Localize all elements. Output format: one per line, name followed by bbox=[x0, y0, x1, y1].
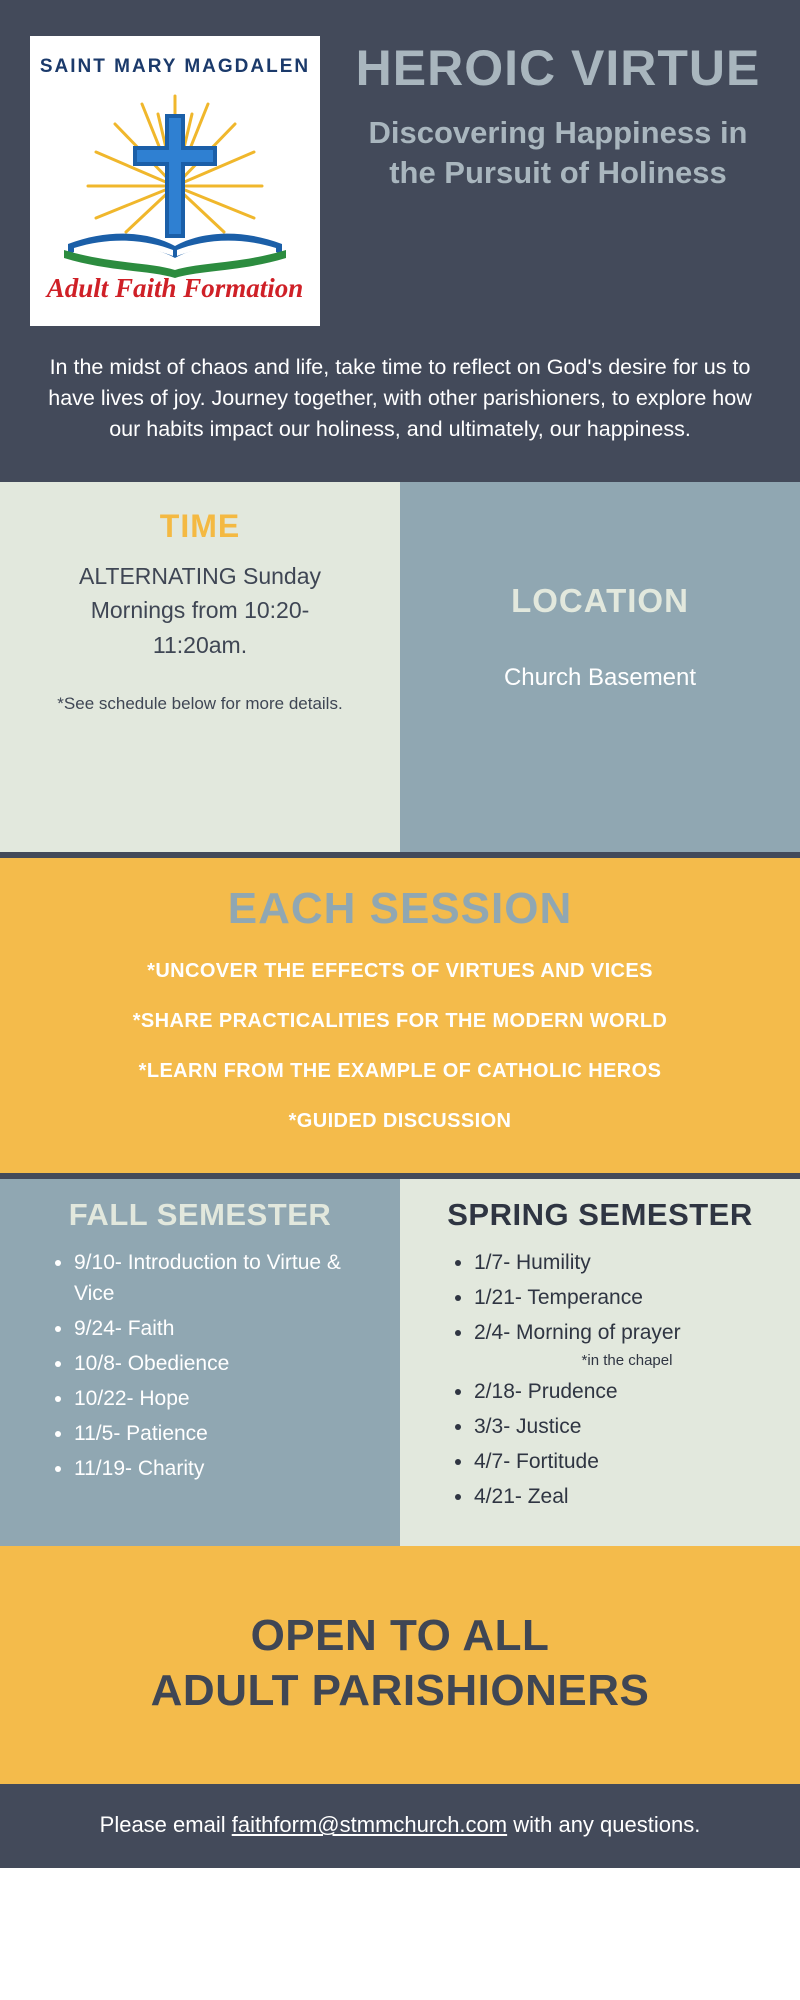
footer-section bbox=[0, 1784, 800, 1868]
list-item: • 10/22- Hope bbox=[74, 1383, 380, 1414]
list-item: • 10/8- Obedience bbox=[74, 1348, 380, 1379]
list-item: • 11/19- Charity bbox=[74, 1453, 380, 1484]
list-item-label: 2/4- Morning of prayer bbox=[474, 1320, 681, 1344]
spring-semester-heading: SPRING SEMESTER bbox=[447, 1196, 753, 1232]
list-item: • 1/7- Humility bbox=[474, 1247, 780, 1278]
time-panel bbox=[0, 482, 400, 852]
list-item: • 2/18- Prudence bbox=[474, 1376, 780, 1407]
each-session-heading: EACH SESSION bbox=[227, 883, 573, 933]
list-item: • 9/24- Faith bbox=[74, 1313, 380, 1344]
footer-after-text: with any questions. bbox=[507, 1812, 701, 1838]
list-item: • 11/5- Patience bbox=[74, 1418, 380, 1449]
fall-semester-heading: FALL SEMESTER bbox=[68, 1196, 332, 1232]
footer-before-text: Please email bbox=[99, 1812, 232, 1838]
location-heading: LOCATION bbox=[511, 581, 689, 619]
logo-script-text: Adult Faith Formation bbox=[46, 273, 304, 303]
time-note: *See schedule below for more details. bbox=[57, 694, 343, 714]
intro-paragraph: In the midst of chaos and life, take time to reflect on God's desire for us to have lives of joy. Journey together, with other parishioners, to explore how our habits impact our holiness, and ultimately, our happiness. bbox=[48, 355, 752, 442]
list-item: • 4/21- Zeal bbox=[474, 1481, 780, 1512]
list-item: • 3/3- Justice bbox=[474, 1411, 780, 1442]
time-heading: TIME bbox=[159, 507, 241, 544]
session-bullet: *SHARE PRACTICALITIES FOR THE MODERN WORLD bbox=[132, 1009, 668, 1032]
page-title: HEROIC VIRTUE bbox=[355, 40, 761, 96]
list-item: • 1/21- Temperance bbox=[474, 1282, 780, 1313]
location-body: Church Basement bbox=[503, 663, 697, 691]
fall-semester-panel bbox=[0, 1179, 400, 1547]
page-subtitle: Discovering Happiness in the Pursuit of Holiness bbox=[368, 114, 748, 190]
list-item bbox=[474, 1317, 780, 1372]
session-bullet: *LEARN FROM THE EXAMPLE OF CATHOLIC HEROS bbox=[138, 1059, 662, 1082]
header-top bbox=[30, 36, 770, 326]
open-line-1: OPEN TO ALL bbox=[250, 1611, 550, 1661]
parish-logo bbox=[30, 36, 320, 326]
time-body: ALTERNATING Sunday Mornings from 10:20-11:20am. bbox=[78, 562, 321, 658]
session-bullet: *GUIDED DISCUSSION bbox=[288, 1109, 512, 1132]
open-line-2: ADULT PARISHIONERS bbox=[150, 1666, 650, 1716]
spring-semester-list bbox=[420, 1247, 780, 1513]
fall-semester-list bbox=[20, 1247, 380, 1485]
header-text-block bbox=[346, 36, 770, 193]
chapel-note: *in the chapel bbox=[581, 1351, 673, 1369]
list-item: • 9/10- Introduction to Virtue & Vice bbox=[74, 1247, 380, 1309]
each-session-panel bbox=[0, 852, 800, 1179]
header-section bbox=[0, 0, 800, 482]
semester-row bbox=[0, 1179, 800, 1547]
session-bullet: *UNCOVER THE EFFECTS OF VIRTUES AND VICES bbox=[147, 959, 653, 982]
location-panel bbox=[400, 482, 800, 852]
list-item: • 4/7- Fortitude bbox=[474, 1446, 780, 1477]
info-row bbox=[0, 482, 800, 852]
open-to-all-panel bbox=[0, 1546, 800, 1784]
spring-semester-panel bbox=[400, 1179, 800, 1547]
logo-arc-text: SAINT MARY MAGDALEN bbox=[39, 56, 311, 77]
footer-contact-text bbox=[20, 1812, 780, 1838]
email-link[interactable]: faithform@stmmchurch.com bbox=[231, 1812, 508, 1838]
